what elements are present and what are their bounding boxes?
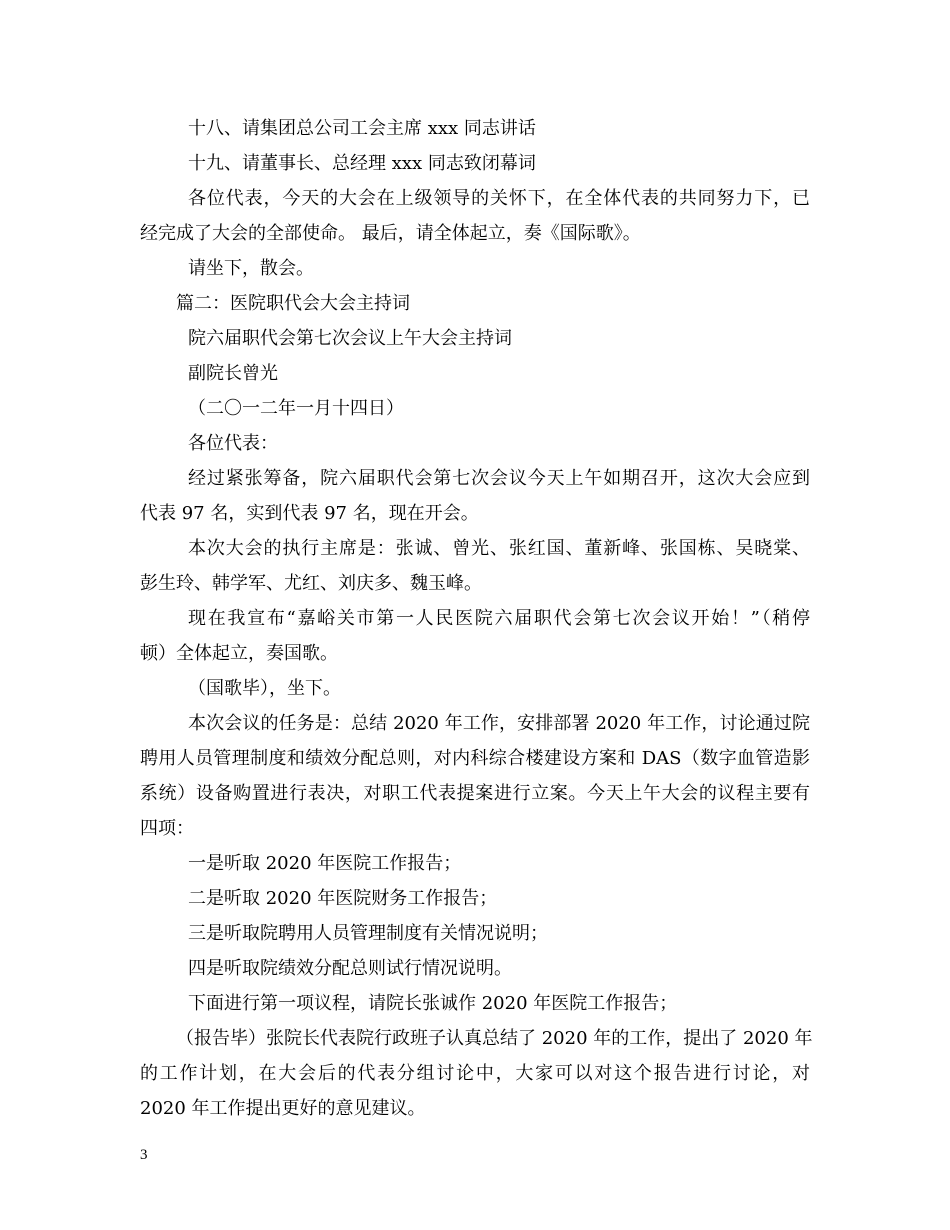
- text-line: 各位代表：: [188, 433, 278, 454]
- text-line: 的工作计划，在大会后的代表分组讨论中，大家可以对这个报告进行讨论，对: [140, 1063, 810, 1084]
- text-line: 十九、请董事长、总经理 xxx 同志致闭幕词: [188, 153, 536, 174]
- text-line: 经完成了大会的全部使命。 最后，请全体起立，奏《国际歌》。: [140, 223, 641, 244]
- text-line: 2020 年工作提出更好的意见建议。: [140, 1098, 426, 1119]
- agenda-item: 二是听取 2020 年医院财务工作报告；: [188, 888, 498, 909]
- agenda-item: 四是听取院绩效分配总则试行情况说明。: [188, 958, 512, 979]
- text-line: 聘用人员管理制度和绩效分配总则，对内科综合楼建设方案和 DAS（数字血管造影: [140, 748, 810, 769]
- text-line: （国歌毕），坐下。: [188, 678, 341, 699]
- section-heading: 篇二：医院职代会大会主持词: [176, 293, 410, 314]
- speaker-name: 副院长曾光: [188, 363, 278, 384]
- page-number: 3: [140, 1147, 148, 1163]
- agenda-item: 一是听取 2020 年医院工作报告；: [188, 853, 462, 874]
- speech-date: （二〇一二年一月十四日）: [188, 398, 404, 419]
- text-line: 本次大会的执行主席是：张诚、曾光、张红国、董新峰、张国栋、吴晓棠、: [188, 538, 810, 559]
- text-line: （报告毕）张院长代表院行政班子认真总结了 2020 年的工作，提出了 2020 年: [176, 1028, 813, 1049]
- text-line: 系统）设备购置进行表决，对职工代表提案进行立案。今天上午大会的议程主要有: [140, 783, 810, 804]
- text-line: 本次会议的任务是：总结 2020 年工作，安排部署 2020 年工作，讨论通过院: [188, 713, 810, 734]
- text-line: 代表 97 名，实到代表 97 名，现在开会。: [140, 503, 479, 524]
- text-line: 各位代表，今天的大会在上级领导的关怀下，在全体代表的共同努力下，已: [188, 188, 810, 209]
- agenda-item: 三是听取院聘用人员管理制度有关情况说明；: [188, 923, 548, 944]
- text-line: 下面进行第一项议程，请院长张诚作 2020 年医院工作报告；: [188, 993, 678, 1014]
- text-line: 顿）全体起立，奏国歌。: [140, 643, 338, 664]
- text-line: 彭生玲、韩学军、尤红、刘庆多、魏玉峰。: [140, 573, 482, 594]
- text-line: 十八、请集团总公司工会主席 xxx 同志讲话: [188, 118, 536, 139]
- text-line: 经过紧张筹备，院六届职代会第七次会议今天上午如期召开，这次大会应到: [188, 468, 810, 489]
- text-line: 现在我宣布“嘉峪关市第一人民医院六届职代会第七次会议开始！”（稍停: [188, 608, 810, 629]
- text-line: 四项：: [140, 818, 194, 839]
- text-line: 请坐下，散会。: [188, 258, 314, 279]
- speech-title: 院六届职代会第七次会议上午大会主持词: [188, 328, 512, 349]
